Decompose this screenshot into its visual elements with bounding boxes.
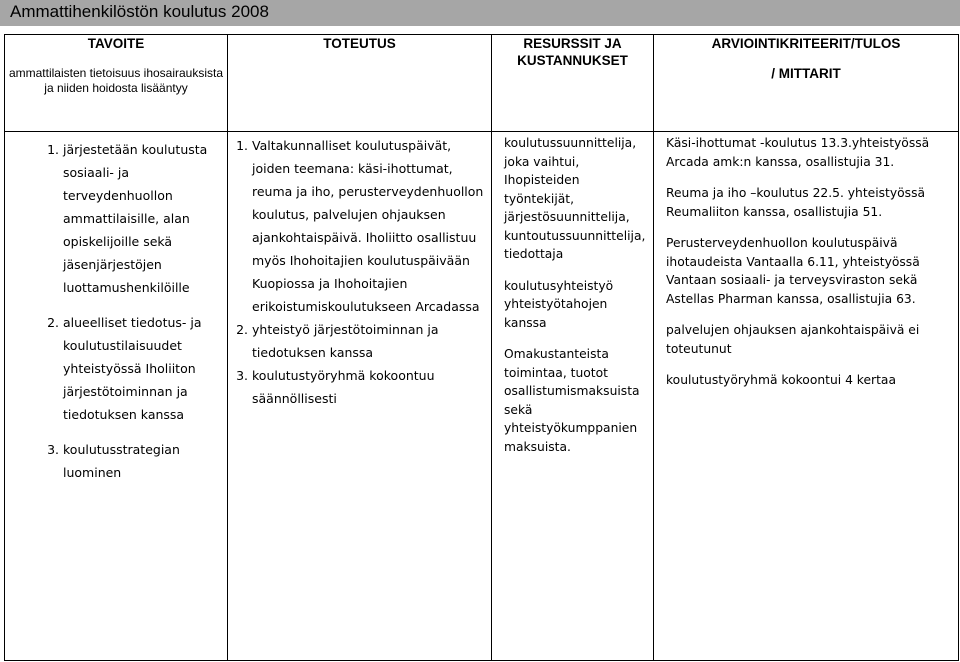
action-item: 1. Valtakunnalliset koulutuspäivät, joiden teemana: käsi-ihottumat, reuma ja iho, perusterveydenhuollon koulutus, palvelujen ohjauksen ajankohtaispäivä. Iholiitto osallistuu myös Ihohoitajien koulutuspäivään Kuopiossa ja Ihohoitajien erikoistumiskoulutukseen Arcadassa [252, 134, 487, 318]
header-criteria-title: ARVIOINTIKRITEERIT/TULOS [711, 36, 901, 51]
criteria-item: palvelujen ohjauksen ajankohtaispäivä ei toteutunut [666, 323, 920, 356]
plan-table [4, 34, 959, 661]
header-implementation [228, 35, 492, 132]
criteria-item: Käsi-ihottumat -koulutus 13.3.yhteistyössä Arcada amk:n kanssa, osallistujia 31. [666, 136, 930, 169]
criteria-item: koulutustyöryhmä kokoontui 4 kertaa [666, 373, 897, 387]
resource-item: koulutussuunnittelija, joka vaihtui, Ihopisteiden työntekijät, järjestösuunnittelija, kuntoutussuunnittelija, tiedottaja [504, 136, 646, 261]
header-goal-subtitle: ammattilaisten tietoisuus ihosairauksista ja niiden hoidosta lisääntyy [8, 66, 224, 95]
content-row [5, 132, 959, 661]
goals-cell [5, 132, 228, 661]
goals-list [5, 132, 227, 484]
criteria-item: Perusterveydenhuollon koulutuspäivä ihotaudeista Vantaalla 6.11, yhteistyössä Vantaan sosiaali- ja terveysviraston sekä Astellas Pharman kanssa, osallistujia 63. [666, 236, 920, 306]
goal-item: 1. järjestetään koulutusta sosiaali- ja terveydenhuollon ammattilaisille, alan opiskelijoille sekä jäsenjärjestöjen luottamushenkilöille [63, 138, 221, 299]
header-criteria-subtitle: / MITTARIT [771, 66, 841, 81]
page-title: Ammattihenkilöstön koulutus 2008 [10, 2, 269, 21]
criteria-list [654, 132, 958, 390]
resource-item: Omakustanteista toimintaa, tuotot osallistumismaksuista sekä yhteistyökumppanien maksuista. [504, 347, 640, 454]
title-bar [0, 0, 960, 26]
resources-list [492, 132, 653, 456]
header-resources-title: RESURSSIT JA KUSTANNUKSET [517, 36, 628, 68]
header-criteria [654, 35, 959, 132]
resource-item: koulutusyhteistyö yhteistyötahojen kanssa [504, 278, 614, 330]
goal-item: 3. koulutusstrategian luominen [63, 438, 221, 484]
action-item: 2. yhteistyö järjestötoiminnan ja tiedotuksen kanssa [252, 318, 487, 364]
actions-cell [228, 132, 492, 661]
action-item: 3. koulutustyöryhmä kokoontuu säännöllisesti [252, 364, 487, 410]
header-goal [5, 35, 228, 132]
header-resources [492, 35, 654, 132]
resources-cell [492, 132, 654, 661]
criteria-cell [654, 132, 959, 661]
header-goal-title: TAVOITE [87, 36, 145, 51]
header-implementation-title: TOTEUTUS [323, 36, 396, 51]
actions-list [228, 132, 491, 410]
goal-item: 2. alueelliset tiedotus- ja koulutustilaisuudet yhteistyössä Iholiiton järjestötoiminnan ja tiedotuksen kanssa [63, 311, 221, 426]
criteria-item: Reuma ja iho –koulutus 22.5. yhteistyössä Reumaliiton kanssa, osallistujia 51. [666, 186, 926, 219]
header-row [5, 35, 959, 132]
